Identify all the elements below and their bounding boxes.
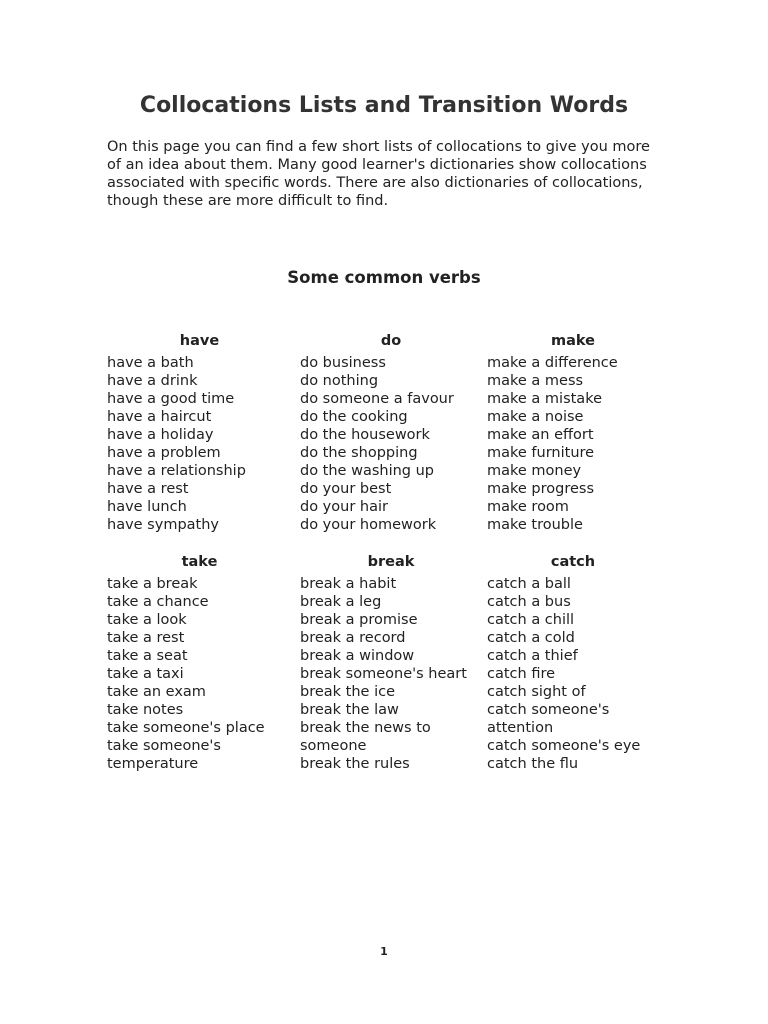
collocation-list: [300, 354, 482, 534]
collocation-item: have a haircut: [107, 409, 212, 425]
collocation-item: take a rest: [107, 630, 185, 646]
collocation-item: break the rules: [300, 756, 410, 772]
collocation-column-catch: [487, 553, 659, 773]
collocation-item: take a taxi: [107, 666, 184, 682]
collocation-item: catch someone's eye: [487, 738, 641, 754]
collocation-table-2: [107, 553, 659, 772]
page-number: 1: [380, 945, 388, 958]
collocation-item: take a break: [107, 576, 198, 592]
column-heading: take: [181, 554, 218, 570]
collocation-item: have a holiday: [107, 427, 214, 443]
collocation-item: catch a cold: [487, 630, 575, 646]
collocation-item: break the news to someone: [300, 720, 431, 754]
collocation-item: catch a ball: [487, 576, 571, 592]
collocation-item: take someone's temperature: [107, 738, 221, 772]
collocation-item: catch a chill: [487, 612, 575, 628]
column-heading: have: [179, 333, 220, 349]
collocation-item: take a seat: [107, 648, 188, 664]
collocation-item: take an exam: [107, 684, 206, 700]
collocation-item: make a mess: [487, 373, 584, 389]
column-heading: do: [380, 333, 402, 349]
collocation-item: catch sight of: [487, 684, 586, 700]
collocation-item: catch a thief: [487, 648, 578, 664]
collocation-list: [300, 575, 482, 773]
collocation-item: break someone's heart: [300, 666, 467, 682]
collocation-item: make trouble: [487, 517, 583, 533]
collocation-list: [487, 575, 659, 773]
collocation-list: [107, 575, 292, 773]
collocation-item: have a relationship: [107, 463, 246, 479]
collocation-item: have a bath: [107, 355, 194, 371]
collocation-item: break a record: [300, 630, 406, 646]
collocation-item: make a noise: [487, 409, 584, 425]
collocation-list: [107, 354, 292, 534]
collocation-item: break the law: [300, 702, 399, 718]
intro-paragraph: On this page you can find a few short lists of collocations to give you more of an idea about them. Many good learner's dictionaries show collocations associated with specific words. There are also dictionaries of collocations, though these are more difficult to find.: [107, 139, 650, 209]
collocation-item: take notes: [107, 702, 184, 718]
collocation-table-1: [107, 332, 659, 542]
collocation-item: catch fire: [487, 666, 556, 682]
collocation-item: make room: [487, 499, 569, 515]
collocation-item: have a good time: [107, 391, 235, 407]
section-heading: Some common verbs: [287, 268, 481, 287]
collocation-item: catch the flu: [487, 756, 579, 772]
collocation-item: break the ice: [300, 684, 395, 700]
collocation-item: make a difference: [487, 355, 618, 371]
collocation-item: do the washing up: [300, 463, 435, 479]
collocation-column-have: [107, 332, 292, 534]
collocation-item: make money: [487, 463, 582, 479]
collocation-column-do: [300, 332, 482, 534]
collocation-item: break a leg: [300, 594, 382, 610]
page-title: Collocations Lists and Transition Words: [139, 93, 629, 118]
collocation-column-take: [107, 553, 292, 773]
collocation-item: catch a bus: [487, 594, 571, 610]
column-heading: make: [551, 333, 595, 349]
collocation-item: break a promise: [300, 612, 418, 628]
collocation-item: do nothing: [300, 373, 379, 389]
collocation-item: do the housework: [300, 427, 430, 443]
collocation-item: take a look: [107, 612, 187, 628]
collocation-item: do the cooking: [300, 409, 408, 425]
collocation-item: break a window: [300, 648, 415, 664]
collocation-list: [487, 354, 659, 534]
collocation-item: do the shopping: [300, 445, 418, 461]
collocation-item: have a problem: [107, 445, 221, 461]
collocation-column-break: [300, 553, 482, 773]
column-heading: catch: [550, 554, 596, 570]
collocation-item: make furniture: [487, 445, 595, 461]
collocation-item: take a chance: [107, 594, 209, 610]
column-heading: break: [367, 554, 415, 570]
collocation-item: do your best: [300, 481, 392, 497]
collocation-item: have sympathy: [107, 517, 219, 533]
collocation-item: take someone's place: [107, 720, 265, 736]
collocation-item: make progress: [487, 481, 595, 497]
collocation-item: break a habit: [300, 576, 397, 592]
collocation-item: do your hair: [300, 499, 388, 515]
collocation-item: have a rest: [107, 481, 189, 497]
collocation-item: do business: [300, 355, 386, 371]
collocation-item: have lunch: [107, 499, 187, 515]
collocation-item: make a mistake: [487, 391, 602, 407]
collocation-item: do your homework: [300, 517, 437, 533]
collocation-item: catch someone's attention: [487, 702, 610, 736]
collocation-item: do someone a favour: [300, 391, 454, 407]
collocation-column-make: [487, 332, 659, 534]
collocation-item: have a drink: [107, 373, 198, 389]
collocation-item: make an effort: [487, 427, 594, 443]
